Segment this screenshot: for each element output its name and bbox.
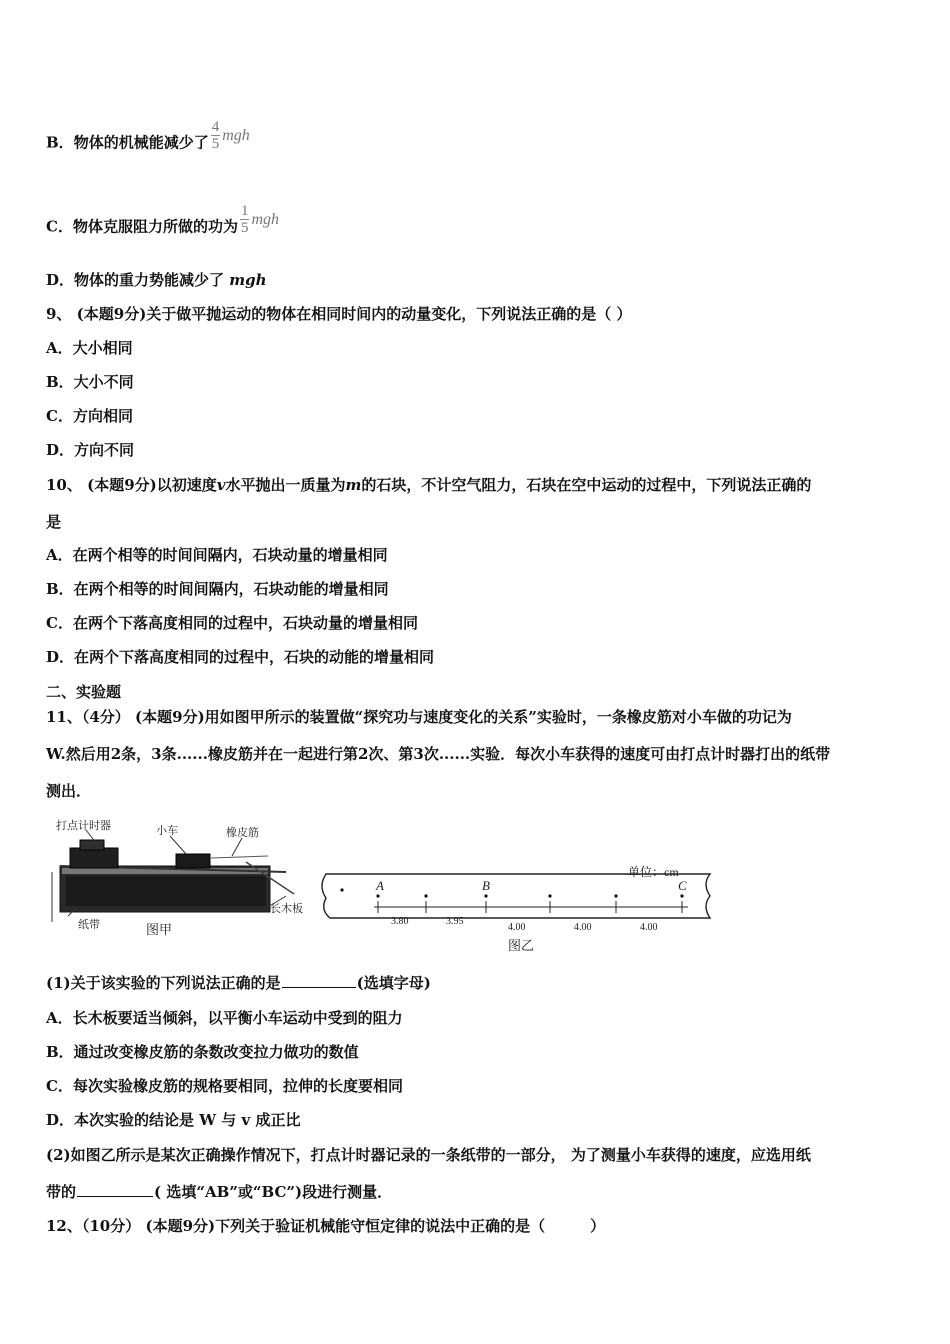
tape-dot: [376, 894, 379, 897]
q11-sub1-option: B．通过改变橡皮筋的条数改变拉力做功的数值: [46, 1043, 359, 1061]
section-title: 二、实验题: [46, 683, 122, 701]
label-tape: 纸带: [78, 919, 100, 931]
q10-stem-cont: 是: [46, 513, 62, 531]
q11-sub1-option: C．每次实验橡皮筋的规格要相同，拉伸的长度要相同: [46, 1077, 403, 1095]
q11-sub2-cont: 带的 ( 选填“AB”或“BC”)段进行测量．: [46, 1183, 393, 1201]
q9-option: D．方向不同: [46, 441, 135, 459]
q11-stem: 测出．: [46, 782, 92, 800]
point-c: C: [678, 878, 687, 893]
unit-label: 单位：cm: [628, 865, 679, 879]
q10-stem: 10、 (本题9分)以初速度v水平抛出一质量为m的石块，不计空气阻力，石块在空中运动的过程中，下列说法正确的: [46, 476, 812, 494]
distance-label: 4.00: [574, 922, 592, 933]
q10-option: D．在两个下落高度相同的过程中，石块的动能的增量相同: [46, 648, 435, 666]
label-timer: 打点计时器: [56, 820, 111, 832]
answer-blank[interactable]: [77, 1182, 153, 1197]
answer-blank[interactable]: [282, 973, 356, 988]
tape-dot: [548, 894, 551, 897]
label-band: 橡皮筋: [226, 827, 259, 839]
q11-stem: 11、（4分） (本题9分)用如图甲所示的装置做“探究功与速度变化的关系”实验时，一条橡皮筋对小车做的功记为: [46, 708, 792, 726]
distance-label: 4.00: [508, 922, 526, 933]
point-b: B: [482, 878, 490, 893]
apparatus-figure: [52, 830, 294, 922]
paper-tape-figure: [322, 865, 710, 953]
q9-stem: 9、 (本题9分)关于做平抛运动的物体在相同时间内的动量变化，下列说法正确的是（ ）: [46, 305, 632, 323]
point-a: A: [376, 878, 384, 893]
caption-a: 图甲: [146, 922, 173, 937]
tape-dot: [484, 894, 487, 897]
q10-option: C．在两个下落高度相同的过程中，石块动量的增量相同: [46, 614, 418, 632]
q11-sub1-option: D．本次实验的结论是 W 与 v 成正比: [46, 1111, 301, 1129]
q10-option: A．在两个相等的时间间隔内，石块动量的增量相同: [46, 546, 388, 564]
q9-option: C．方向相同: [46, 407, 133, 425]
label-cart: 小车: [156, 825, 178, 837]
q12-stem: 12、（10分） (本题9分)下列关于验证机械能守恒定律的说法中正确的是（ ）: [46, 1217, 606, 1235]
distance-label: 3.95: [446, 916, 464, 927]
q8-option-c: C．物体克服阻力所做的功为 $\frac{1}{5}$ mgh: [46, 203, 280, 236]
q11-stem: W.然后用2条，3条......橡皮筋并在一起进行第2次、第3次......实验．每次小车获得的速度可由打点计时器打出的纸带: [46, 745, 831, 763]
fraction: $\frac{4}{5}$: [211, 119, 220, 152]
tape-dot: [340, 888, 343, 891]
q8-option-b: B．物体的机械能减少了 $\frac{4}{5}$ mgh: [46, 119, 250, 152]
fraction: $\frac{1}{5}$: [240, 203, 249, 236]
q8-option-d: D．物体的重力势能减少了 mgh: [46, 271, 267, 289]
tape-dot: [614, 894, 617, 897]
tape-dot: [424, 894, 427, 897]
q11-sub1: (1)关于该实验的下列说法正确的是 (选填字母): [46, 974, 431, 992]
q11-sub1-option: A．长木板要适当倾斜，以平衡小车运动中受到的阻力: [46, 1009, 403, 1027]
q11-sub2: (2)如图乙所示是某次正确操作情况下，打点计时器记录的一条纸带的一部分， 为了测量小车获得的速度，应选用纸: [46, 1146, 811, 1164]
experiment-figure: [46, 812, 736, 958]
distance-label: 4.00: [640, 922, 658, 933]
caption-b: 图乙: [508, 938, 535, 953]
q10-option: B．在两个相等的时间间隔内，石块动能的增量相同: [46, 580, 389, 598]
label-board: 长木板: [270, 903, 303, 915]
tape-dot: [680, 894, 683, 897]
distance-label: 3.80: [391, 916, 409, 927]
q9-option: A．大小相同: [46, 339, 133, 357]
q9-option: B．大小不同: [46, 373, 134, 391]
